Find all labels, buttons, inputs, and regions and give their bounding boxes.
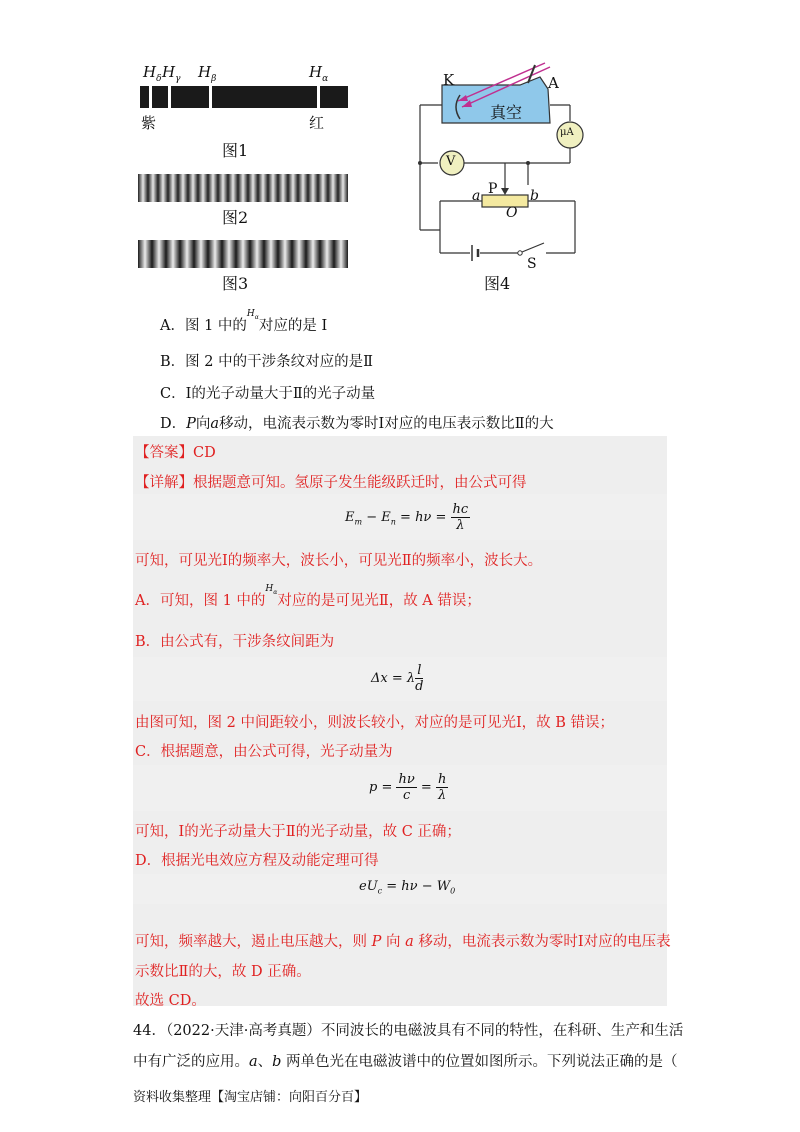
line-h-delta xyxy=(149,86,152,108)
label-k: K xyxy=(443,71,455,89)
figure-1-caption: 图1 xyxy=(222,141,249,160)
explanation-b: B．由公式有，干涉条纹间距为 xyxy=(135,634,335,650)
circuit-diagram xyxy=(400,55,600,280)
label-h-alpha: $H_\alpha$ xyxy=(309,63,329,84)
formula-4: $eU_c = h\nu - W_0$ xyxy=(359,879,456,896)
option-c: C．Ⅰ的光子动量大于Ⅱ的光子动量 xyxy=(160,386,376,402)
label-violet: 紫 xyxy=(141,114,157,132)
explanation-line-1: 可知，可见光Ⅰ的频率大，波长小，可见光Ⅱ的频率小，波长大。 xyxy=(135,553,543,569)
label-voltmeter: V xyxy=(446,154,456,169)
label-b-end: b xyxy=(530,188,539,204)
label-h-gamma: $H_\gamma$ xyxy=(162,63,181,84)
footer-note: 资料收集整理【淘宝店铺：向阳百分百】 xyxy=(133,1090,368,1105)
label-o: O xyxy=(506,205,518,221)
label-a-end: a xyxy=(472,188,481,204)
figure-2-caption: 图2 xyxy=(222,208,249,227)
fringe-pattern-3 xyxy=(138,240,348,268)
label-vacuum: 真空 xyxy=(490,103,523,122)
switch xyxy=(522,243,544,252)
formula-3: p = $\frac{h\nu}{c}$ = $\frac{h}{\lambda}$ xyxy=(369,772,447,803)
explanation-d-2: 可知，频率越大，遏止电压越大，则 P 向 a 移动，电流表示数为零时Ⅰ对应的电压表 xyxy=(135,934,671,950)
label-p: P xyxy=(488,181,498,197)
explanation-a: A．可知，图 1 中的$^{H_\alpha}$对应的是可见光Ⅱ，故 A 错误； xyxy=(135,584,481,609)
label-h-beta: $H_\beta$ xyxy=(198,63,217,84)
answer-label: 【答案】CD xyxy=(135,445,216,461)
option-b: B．图 2 中的干涉条纹对应的是Ⅱ xyxy=(160,354,373,370)
line-h-gamma xyxy=(168,86,171,108)
formula-1: $E_m - E_n = h\nu$ = $\frac{hc}{\lambda}$ xyxy=(345,502,469,533)
figure-3-caption: 图3 xyxy=(222,274,249,293)
spectrum-bar xyxy=(140,86,348,108)
option-a: A．图 1 中的$^{H_\alpha}$对应的是 I xyxy=(160,309,328,334)
question-44-line-1: 44．（2022·天津·高考真题）不同波长的电磁波具有不同的特性，在科研、生产和生活 xyxy=(133,1023,684,1039)
figure-4-caption: 图4 xyxy=(484,274,511,293)
explanation-b-2: 由图可知，图 2 中间距较小，则波长较小，对应的是可见光Ⅰ，故 B 错误； xyxy=(135,715,615,731)
line-h-beta xyxy=(209,86,212,108)
formula-2: Δx = λ $\frac{l}{d}$ xyxy=(371,663,424,694)
fringe-pattern-2 xyxy=(138,174,348,202)
option-d: D．P向a移动，电流表示数为零时Ⅰ对应的电压表示数比Ⅱ的大 xyxy=(160,416,554,432)
formula-4-box xyxy=(133,874,667,904)
explanation-d: D．根据光电效应方程及动能定理可得 xyxy=(135,853,379,869)
label-red: 红 xyxy=(309,114,325,132)
formula-1-box xyxy=(133,494,667,540)
label-a: A xyxy=(548,74,559,92)
detail-line: 【详解】根据题意可知。氢原子发生能级跃迁时，由公式可得 xyxy=(135,475,527,491)
explanation-c: C．根据题意，由公式可得，光子动量为 xyxy=(135,744,393,760)
label-s: S xyxy=(527,256,537,272)
label-h-delta: $H_\delta$ xyxy=(143,63,162,84)
explanation-d-3: 示数比Ⅱ的大，故 D 正确。 xyxy=(135,964,311,980)
conclusion: 故选 CD。 xyxy=(135,993,206,1009)
explanation-c-2: 可知，Ⅰ的光子动量大于Ⅱ的光子动量，故 C 正确； xyxy=(135,824,461,840)
label-microammeter: μA xyxy=(560,127,574,138)
formula-2-box xyxy=(133,657,667,701)
line-h-alpha xyxy=(317,86,320,108)
question-44-line-2: 中有广泛的应用。a、b 两单色光在电磁波谱中的位置如图所示。下列说法正确的是（ xyxy=(133,1054,678,1070)
formula-3-box xyxy=(133,765,667,811)
